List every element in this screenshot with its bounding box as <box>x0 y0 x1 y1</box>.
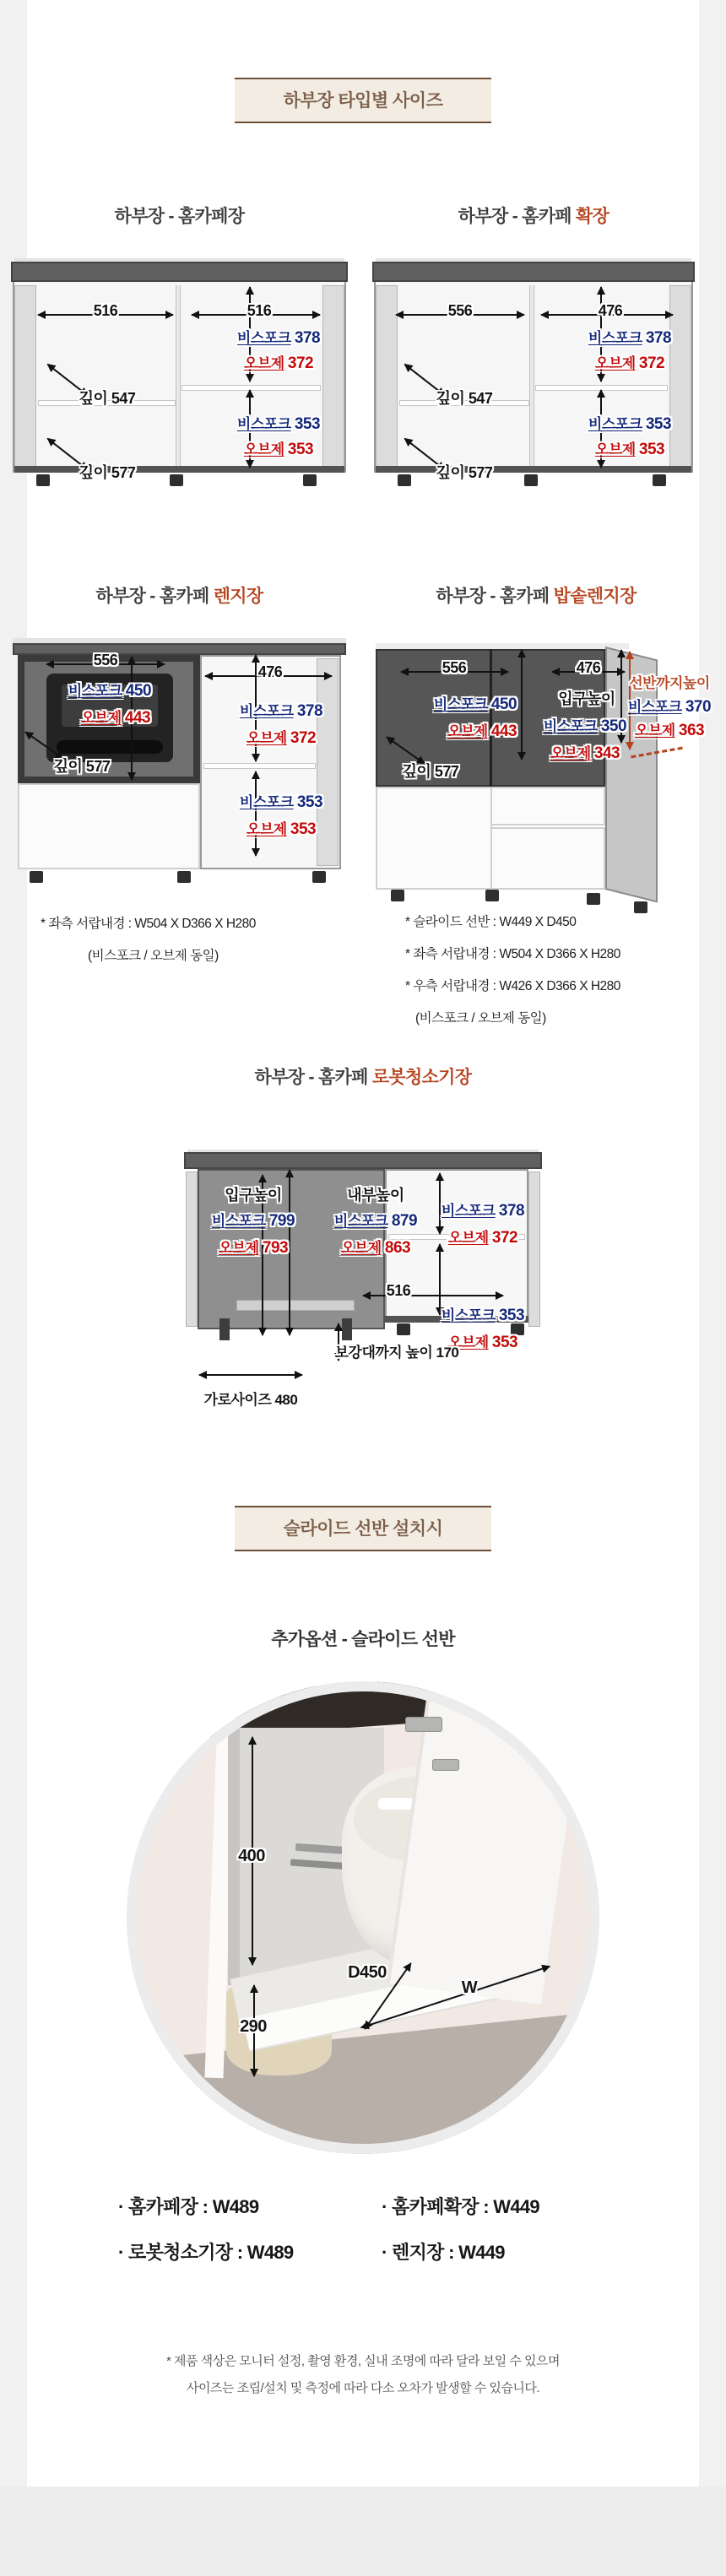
dim-value: 353 <box>290 820 317 838</box>
dim-value: 343 <box>593 744 620 762</box>
brand-label: 비스포크 <box>239 703 294 719</box>
disclaimer-line-1: * 제품 색상은 모니터 설정, 촬영 환경, 실내 조명에 따라 달라 보일 수 있으며 <box>165 2354 561 2368</box>
dim-d450: D450 <box>348 1963 387 1982</box>
note-slide-shelf: * 슬라이드 선반 : W449 X D450 <box>405 915 577 929</box>
dim-width-right: 516 <box>386 1282 411 1299</box>
title-ricecooker-range-cabinet <box>371 582 701 608</box>
dim-value: 378 <box>498 1202 525 1220</box>
note-left-same: (비스포크 / 오브제 동일) <box>88 949 219 963</box>
brand-label: 오브제 <box>340 1240 382 1256</box>
center-seam <box>490 649 492 787</box>
title-text: 하부장 - 홈카페장 <box>114 207 245 226</box>
slide-shelf-photo <box>127 1681 599 2154</box>
brand-label: 오브제 <box>80 710 122 726</box>
dim-objet-left <box>447 719 517 741</box>
foot <box>634 901 647 913</box>
bottom-gray-strip <box>0 2487 726 2576</box>
brand-label: 비스포크 <box>239 794 294 810</box>
dim-objet-shelf <box>635 718 704 740</box>
brand-label: 비스포크 <box>441 1307 496 1323</box>
dim-w: W <box>461 1978 478 1997</box>
dim-width-left: 556 <box>442 659 467 676</box>
dim-width-left: 556 <box>93 652 118 668</box>
reinforcement-bar <box>236 1300 355 1311</box>
dim-value: 450 <box>490 695 517 713</box>
dim-objet-entry <box>219 1236 288 1258</box>
title-homecafe <box>13 203 346 228</box>
dim-objet-entry <box>550 741 620 763</box>
right-gutter <box>699 0 726 2487</box>
dim-depth-lower: 깊이 577 <box>436 464 493 481</box>
drawer-front-left <box>18 783 200 869</box>
brand-label: 비스포크 <box>543 718 598 734</box>
foot <box>524 474 538 486</box>
dim-horizontal-size: 가로사이즈 480 <box>203 1392 298 1408</box>
dim-width-left: 556 <box>447 302 473 319</box>
dim-value: 353 <box>645 415 672 433</box>
note-left-drawer2: * 좌측 서랍내경 : W504 X D366 X H280 <box>405 947 620 961</box>
dim-value: 443 <box>490 722 517 740</box>
leg <box>219 1318 230 1340</box>
photo-ring <box>127 1681 599 2154</box>
counter-top <box>13 643 346 655</box>
dim-value: 378 <box>296 702 323 720</box>
dim-value: 799 <box>268 1212 295 1230</box>
brand-label: 비스포크 <box>441 1203 496 1219</box>
dim-value: 350 <box>600 717 627 735</box>
dim-width-right: 476 <box>257 663 283 680</box>
brand-label: 오브제 <box>243 441 284 457</box>
arrow-height-right-lower <box>255 771 257 856</box>
dim-depth-lower: 깊이 577 <box>79 464 136 481</box>
title-text: 하부장 - 홈카페 <box>458 207 577 226</box>
microwave-handle <box>57 740 163 754</box>
dim-shelf-height-label: 선반까지높이 <box>629 675 710 691</box>
brand-label: 비스포크 <box>68 683 122 699</box>
dim-400: 400 <box>238 1847 265 1865</box>
dim-value: 353 <box>294 415 321 433</box>
counter-top <box>372 262 695 282</box>
brand-label: 오브제 <box>447 723 488 739</box>
brand-label: 비스포크 <box>588 330 642 346</box>
foot <box>485 890 499 901</box>
width-item-homecafe: · 홈카페장 : W489 <box>118 2196 259 2217</box>
dim-brace-height: 보강대까지 높이 170 <box>334 1345 459 1361</box>
dim-value: 378 <box>645 329 672 347</box>
door-panel-left <box>186 1172 198 1327</box>
dim-objet-lower <box>244 437 313 459</box>
dim-value: 378 <box>294 329 321 347</box>
dim-value: 372 <box>638 354 665 372</box>
dim-bespoke-entry <box>544 714 626 736</box>
leg <box>342 1318 352 1340</box>
slide-shelf-subtitle: 추가옵션 - 슬라이드 선반 <box>271 1630 455 1649</box>
dim-bespoke-upper <box>237 326 320 348</box>
brand-label: 비스포크 <box>627 699 682 715</box>
brand-label: 오브제 <box>550 745 591 761</box>
foot <box>303 474 317 486</box>
dim-value: 353 <box>491 1334 518 1351</box>
dim-objet-right-upper <box>247 726 316 748</box>
dim-value: 353 <box>638 441 665 458</box>
dim-value: 443 <box>124 709 151 727</box>
shelf-right <box>203 763 316 769</box>
dim-bespoke-right-upper <box>442 1199 524 1220</box>
dim-value: 450 <box>125 682 152 700</box>
dim-bespoke-lower <box>588 412 671 434</box>
counter-top <box>11 262 348 282</box>
dim-value: 863 <box>384 1239 411 1257</box>
dim-bespoke-lower <box>237 412 320 434</box>
dim-objet-inner <box>341 1236 410 1258</box>
drawer-front-left <box>376 787 492 890</box>
arrow-inner-height <box>289 1170 290 1335</box>
arrow-right-lower <box>439 1244 441 1315</box>
dim-depth-upper: 깊이 547 <box>436 390 493 407</box>
dim-value: 879 <box>391 1212 418 1230</box>
foot <box>398 474 411 486</box>
dim-bespoke-left <box>68 679 151 701</box>
dim-bespoke-entry <box>212 1209 295 1231</box>
title-homecafe-extended <box>374 203 693 228</box>
dim-value: 370 <box>685 698 712 716</box>
title-range-cabinet <box>13 582 346 608</box>
foot <box>36 474 50 486</box>
foot <box>312 871 326 883</box>
cabinet-homecafe-extended-diagram <box>374 258 693 495</box>
dim-entry-height-label: 입구높이 <box>225 1187 282 1204</box>
door-panel-left <box>14 285 36 469</box>
note-right-drawer: * 우측 서랍내경 : W426 X D366 X H280 <box>405 979 620 993</box>
dim-bespoke-left <box>434 692 517 714</box>
dim-value: 363 <box>678 722 705 739</box>
dim-290: 290 <box>240 2017 267 2036</box>
dim-bespoke-shelf <box>628 695 711 717</box>
foot <box>653 474 666 486</box>
foot <box>397 1323 410 1335</box>
dim-objet-right-lower <box>247 817 316 839</box>
brand-label: 비스포크 <box>236 416 291 432</box>
title-text: 하부장 - 홈카페 <box>436 587 554 606</box>
section-badge-size-by-type: 하부장 타입별 사이즈 <box>235 78 491 123</box>
title-robot-vacuum-cabinet <box>0 1063 726 1089</box>
dim-width-right: 516 <box>247 302 272 319</box>
dim-objet-right-upper <box>448 1226 517 1247</box>
width-item-range: · 렌지장 : W449 <box>382 2242 505 2263</box>
dim-value: 372 <box>287 354 314 372</box>
cabinet-homecafe-diagram <box>13 258 346 495</box>
brand-label: 오브제 <box>447 1230 489 1246</box>
brand-label: 오브제 <box>594 355 636 371</box>
brand-label: 오브제 <box>246 730 287 746</box>
title-accent: 밥솥렌지장 <box>553 587 637 606</box>
dim-bespoke-right-lower <box>442 1303 524 1325</box>
brand-label: 오브제 <box>594 441 636 457</box>
door-panel-right <box>317 658 339 866</box>
dim-value: 353 <box>287 441 314 458</box>
cabinet-robot-vacuum-diagram <box>186 1150 540 1408</box>
door-panel-right <box>322 285 344 469</box>
dim-inner-height-label: 내부높이 <box>347 1187 404 1204</box>
dim-depth: 깊이 577 <box>53 758 111 775</box>
disclaimer-line-2: 사이즈는 조립/설치 및 측정에 따라 다소 오차가 발생할 수 있습니다. <box>186 2381 540 2395</box>
section-badge-slide-shelf: 슬라이드 선반 설치시 <box>235 1506 491 1551</box>
brand-label: 비스포크 <box>236 330 291 346</box>
dim-value: 372 <box>290 729 317 747</box>
drawer-front-right <box>490 787 605 825</box>
width-item-homecafe-extended: · 홈카페확장 : W449 <box>382 2196 539 2217</box>
arrow-width-right <box>363 1295 503 1296</box>
dim-objet-left <box>81 706 150 728</box>
counter-top <box>184 1152 542 1169</box>
toe-kick <box>14 466 344 473</box>
dim-bespoke-inner <box>334 1209 417 1231</box>
foot <box>177 871 191 883</box>
note-same-spec: (비스포크 / 오브제 동일) <box>415 1011 546 1026</box>
foot <box>391 890 404 901</box>
counter-edge <box>376 643 629 649</box>
dim-width-left: 516 <box>93 302 118 319</box>
toe-kick <box>376 466 691 473</box>
dim-bespoke-upper <box>588 326 671 348</box>
dim-value: 793 <box>262 1239 289 1257</box>
title-accent: 렌지장 <box>213 587 263 606</box>
arrow-horizontal-size <box>199 1374 302 1376</box>
brand-label: 비스포크 <box>588 416 642 432</box>
title-text: 하부장 - 홈카페 <box>254 1068 372 1087</box>
title-accent: 로봇청소기장 <box>371 1068 472 1087</box>
arrow-right-upper <box>439 1173 441 1234</box>
brand-label: 오브제 <box>243 355 284 371</box>
dim-entry-height-label: 입구높이 <box>558 690 615 707</box>
title-text: 하부장 - 홈카페 <box>95 587 214 606</box>
dim-width-right: 476 <box>576 659 601 676</box>
brand-label: 비스포크 <box>211 1213 266 1229</box>
door-panel-right <box>528 1172 540 1327</box>
foot <box>170 474 183 486</box>
center-divider <box>529 285 534 469</box>
brand-label: 오브제 <box>447 1334 489 1350</box>
dim-depth-upper: 깊이 547 <box>79 390 136 407</box>
brand-label: 오브제 <box>246 821 287 837</box>
dim-objet-upper <box>595 351 664 373</box>
brand-label: 오브제 <box>634 722 675 739</box>
brand-label: 비스포크 <box>333 1213 388 1229</box>
dim-bespoke-right-upper <box>240 699 322 721</box>
dim-value: 353 <box>296 793 323 811</box>
dim-width-right: 476 <box>598 302 623 319</box>
arrow-height-left-cell <box>521 650 523 760</box>
dim-bespoke-right-lower <box>240 790 322 812</box>
title-accent: 확장 <box>576 207 610 226</box>
width-item-robot-vacuum: · 로봇청소기장 : W489 <box>118 2242 294 2263</box>
brand-label: 비스포크 <box>433 696 488 712</box>
brand-label: 오브제 <box>218 1240 259 1256</box>
cabinet-ricecooker-range-diagram <box>376 643 713 905</box>
foot <box>587 893 600 905</box>
dim-value: 353 <box>498 1307 525 1324</box>
note-left-drawer: * 좌측 서랍내경 : W504 X D366 X H280 <box>41 917 256 931</box>
dim-value: 372 <box>491 1229 518 1247</box>
dim-depth: 깊이 577 <box>402 763 459 780</box>
foot <box>30 871 43 883</box>
dim-objet-lower <box>595 437 664 459</box>
dim-objet-upper <box>244 351 313 373</box>
door-front-right <box>490 827 605 890</box>
center-divider <box>176 285 181 469</box>
cabinet-range-diagram <box>13 638 346 891</box>
